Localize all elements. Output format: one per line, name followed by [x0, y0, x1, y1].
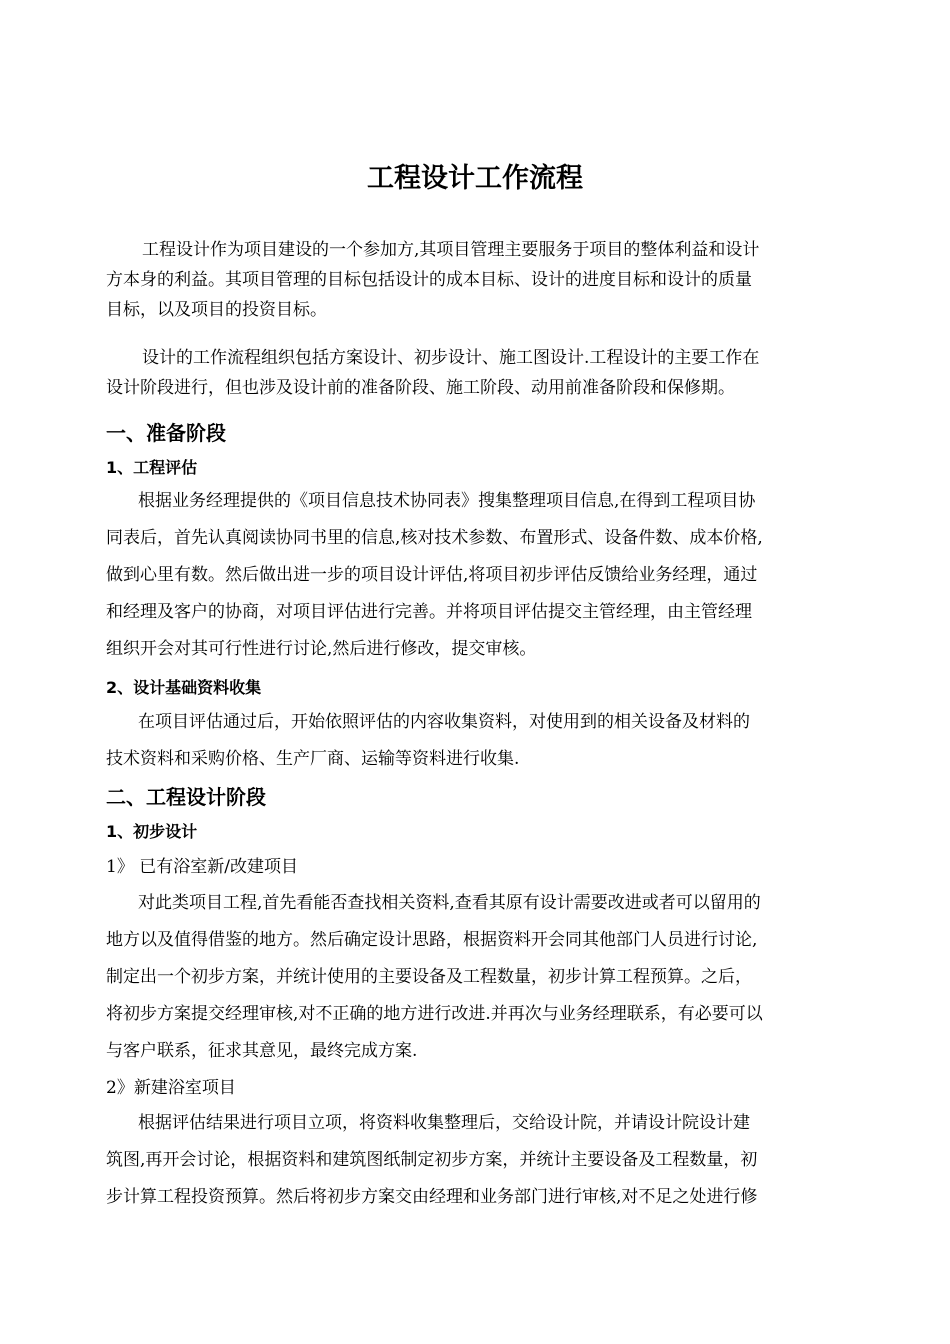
paragraph-line: 制定出一个初步方案，并统计使用的主要设备及工程数量，初步计算工程预算。之后，	[106, 967, 752, 987]
item-heading: 1》 已有浴室新/改建项目	[106, 857, 298, 877]
intro-paragraph-1	[106, 235, 850, 325]
paragraph-line: 工程设计作为项目建设的一个参加方,其项目管理主要服务于项目的整体利益和设计	[142, 240, 760, 260]
paragraph-line: 与客户联系，征求其意见，最终完成方案.	[106, 1041, 418, 1061]
paragraph-line: 目标，以及项目的投资目标。	[106, 300, 327, 320]
paragraph-line: 将初步方案提交经理审核,对不正确的地方进行改进.并再次与业务经理联系，有必要可以	[106, 1004, 763, 1024]
section-heading: 二、工程设计阶段	[106, 785, 266, 809]
paragraph-line: 根据评估结果进行项目立项，将资料收集整理后，交给设计院，并请设计院设计建	[138, 1113, 750, 1133]
paragraph-line: 在项目评估通过后，开始依照评估的内容收集资料，对使用到的相关设备及材料的	[138, 712, 750, 732]
section1-sub1-paragraph	[106, 486, 850, 664]
paragraph-line: 设计的工作流程组织包括方案设计、初步设计、施工图设计.工程设计的主要工作在	[142, 348, 760, 368]
subsection-heading: 2、设计基础资料收集	[106, 678, 262, 697]
intro-paragraph-2	[106, 343, 850, 403]
paragraph-line: 组织开会对其可行性进行讨论,然后进行修改，提交审核。	[106, 639, 537, 659]
section-heading: 一、准备阶段	[106, 421, 226, 445]
paragraph-line: 方本身的利益。其项目管理的目标包括设计的成本目标、设计的进度目标和设计的质量	[106, 270, 752, 290]
paragraph-line: 和经理及客户的协商，对项目评估进行完善。并将项目评估提交主管经理，由主管经理	[106, 602, 752, 622]
paragraph-line: 根据业务经理提供的《项目信息技术协同表》搜集整理项目信息,在得到工程项目协	[138, 491, 756, 511]
section1-sub2-paragraph	[106, 707, 850, 774]
paragraph-line: 筑图,再开会讨论，根据资料和建筑图纸制定初步方案，并统计主要设备及工程数量，初	[106, 1150, 758, 1170]
paragraph-line: 设计阶段进行，但也涉及设计前的准备阶段、施工阶段、动用前准备阶段和保修期。	[106, 378, 735, 398]
paragraph-line: 对此类项目工程,首先看能否查找相关资料,查看其原有设计需要改进或者可以留用的	[138, 893, 761, 913]
paragraph-line: 同表后，首先认真阅读协同书里的信息,核对技术参数、布置形式、设备件数、成本价格,	[106, 528, 763, 548]
section2-item2-paragraph	[106, 1108, 850, 1212]
paragraph-line: 做到心里有数。然后做出进一步的项目设计评估,将项目初步评估反馈给业务经理，通过	[106, 565, 758, 585]
section2-item1-paragraph	[106, 888, 850, 1066]
item-heading: 2》新建浴室项目	[106, 1078, 236, 1098]
paragraph-line: 步计算工程投资预算。然后将初步方案交由经理和业务部门进行审核,对不足之处进行修	[106, 1187, 758, 1207]
subsection-heading: 1、工程评估	[106, 458, 198, 477]
document-title: 工程设计工作流程	[367, 163, 583, 194]
paragraph-line: 地方以及值得借鉴的地方。然后确定设计思路，根据资料开会同其他部门人员进行讨论,	[106, 930, 758, 950]
subsection-heading: 1、初步设计	[106, 822, 198, 841]
paragraph-line: 技术资料和采购价格、生产厂商、运输等资料进行收集.	[106, 749, 520, 769]
